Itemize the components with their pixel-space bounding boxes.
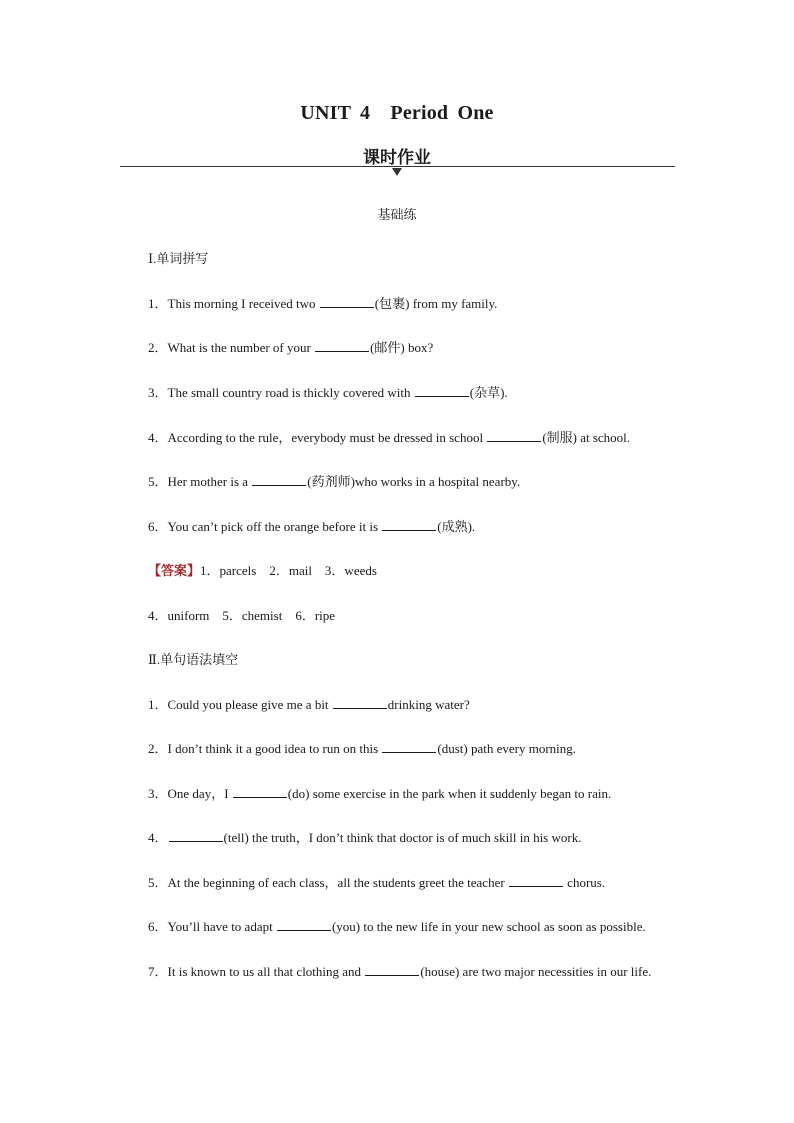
part2-heading: Ⅱ.单句语法填空 (148, 652, 239, 667)
answer-blank[interactable] (277, 918, 331, 931)
part2-item-3: 3．One day，I (do) some exercise in the park when it suddenly began to rain. (148, 786, 612, 801)
answer-blank[interactable] (382, 740, 436, 753)
answer-blank[interactable] (365, 963, 419, 976)
page-title: UNIT 4 Period One (300, 102, 494, 124)
part1-heading: Ⅰ.单词拼写 (148, 251, 209, 266)
part1-item-4: 4．According to the rule，everybody must be dressed in school (制服) at school. (148, 430, 631, 445)
part2-item-1: 1．Could you please give me a bit drinking water? (148, 697, 470, 712)
answer-blank[interactable] (315, 339, 369, 352)
part2-item-2: 2．I don’t think it a good idea to run on this (dust) path every morning. (148, 741, 577, 756)
part1-item-6: 6．You can’t pick off the orange before it is (成熟). (148, 519, 476, 534)
divider-arrow-icon (392, 168, 402, 176)
part2-item-4: 4． (tell) the truth，I don’t think that doctor is of much skill in his work. (148, 830, 582, 845)
answer-blank[interactable] (320, 295, 374, 308)
part1-item-5: 5．Her mother is a (药剂师)who works in a hospital nearby. (148, 474, 521, 489)
answer-line-2: 4．uniform 5．chemist 6．ripe (148, 608, 336, 623)
page-subtitle: 课时作业 (363, 148, 431, 167)
level-heading: 基础练 (377, 207, 417, 222)
answer-blank[interactable] (252, 473, 306, 486)
part1-item-1: 1．This morning I received two (包裹) from my family. (148, 296, 498, 311)
answer-blank[interactable] (382, 518, 436, 531)
answer-blank[interactable] (233, 785, 287, 798)
part1-item-2: 2．What is the number of your (邮件) box? (148, 340, 434, 355)
part2-item-5: 5．At the beginning of each class，all the students greet the teacher chorus. (148, 875, 606, 890)
part2-item-6: 6．You’ll have to adapt (you) to the new life in your new school as soon as possible. (148, 919, 646, 934)
part1-item-3: 3．The small country road is thickly covered with (杂草). (148, 385, 508, 400)
answer-blank[interactable] (415, 384, 469, 397)
answer-blank[interactable] (333, 696, 387, 709)
title-divider (120, 166, 675, 167)
answer-tag: 【答案】 (148, 563, 201, 578)
answer-blank[interactable] (169, 829, 223, 842)
answer-blank[interactable] (509, 874, 563, 887)
part2-item-7: 7．It is known to us all that clothing and (house) are two major necessities in our life. (148, 964, 652, 979)
answer-blank[interactable] (487, 429, 541, 442)
answer-line-1: 【答案】1．parcels 2．mail 3．weeds (148, 563, 377, 578)
